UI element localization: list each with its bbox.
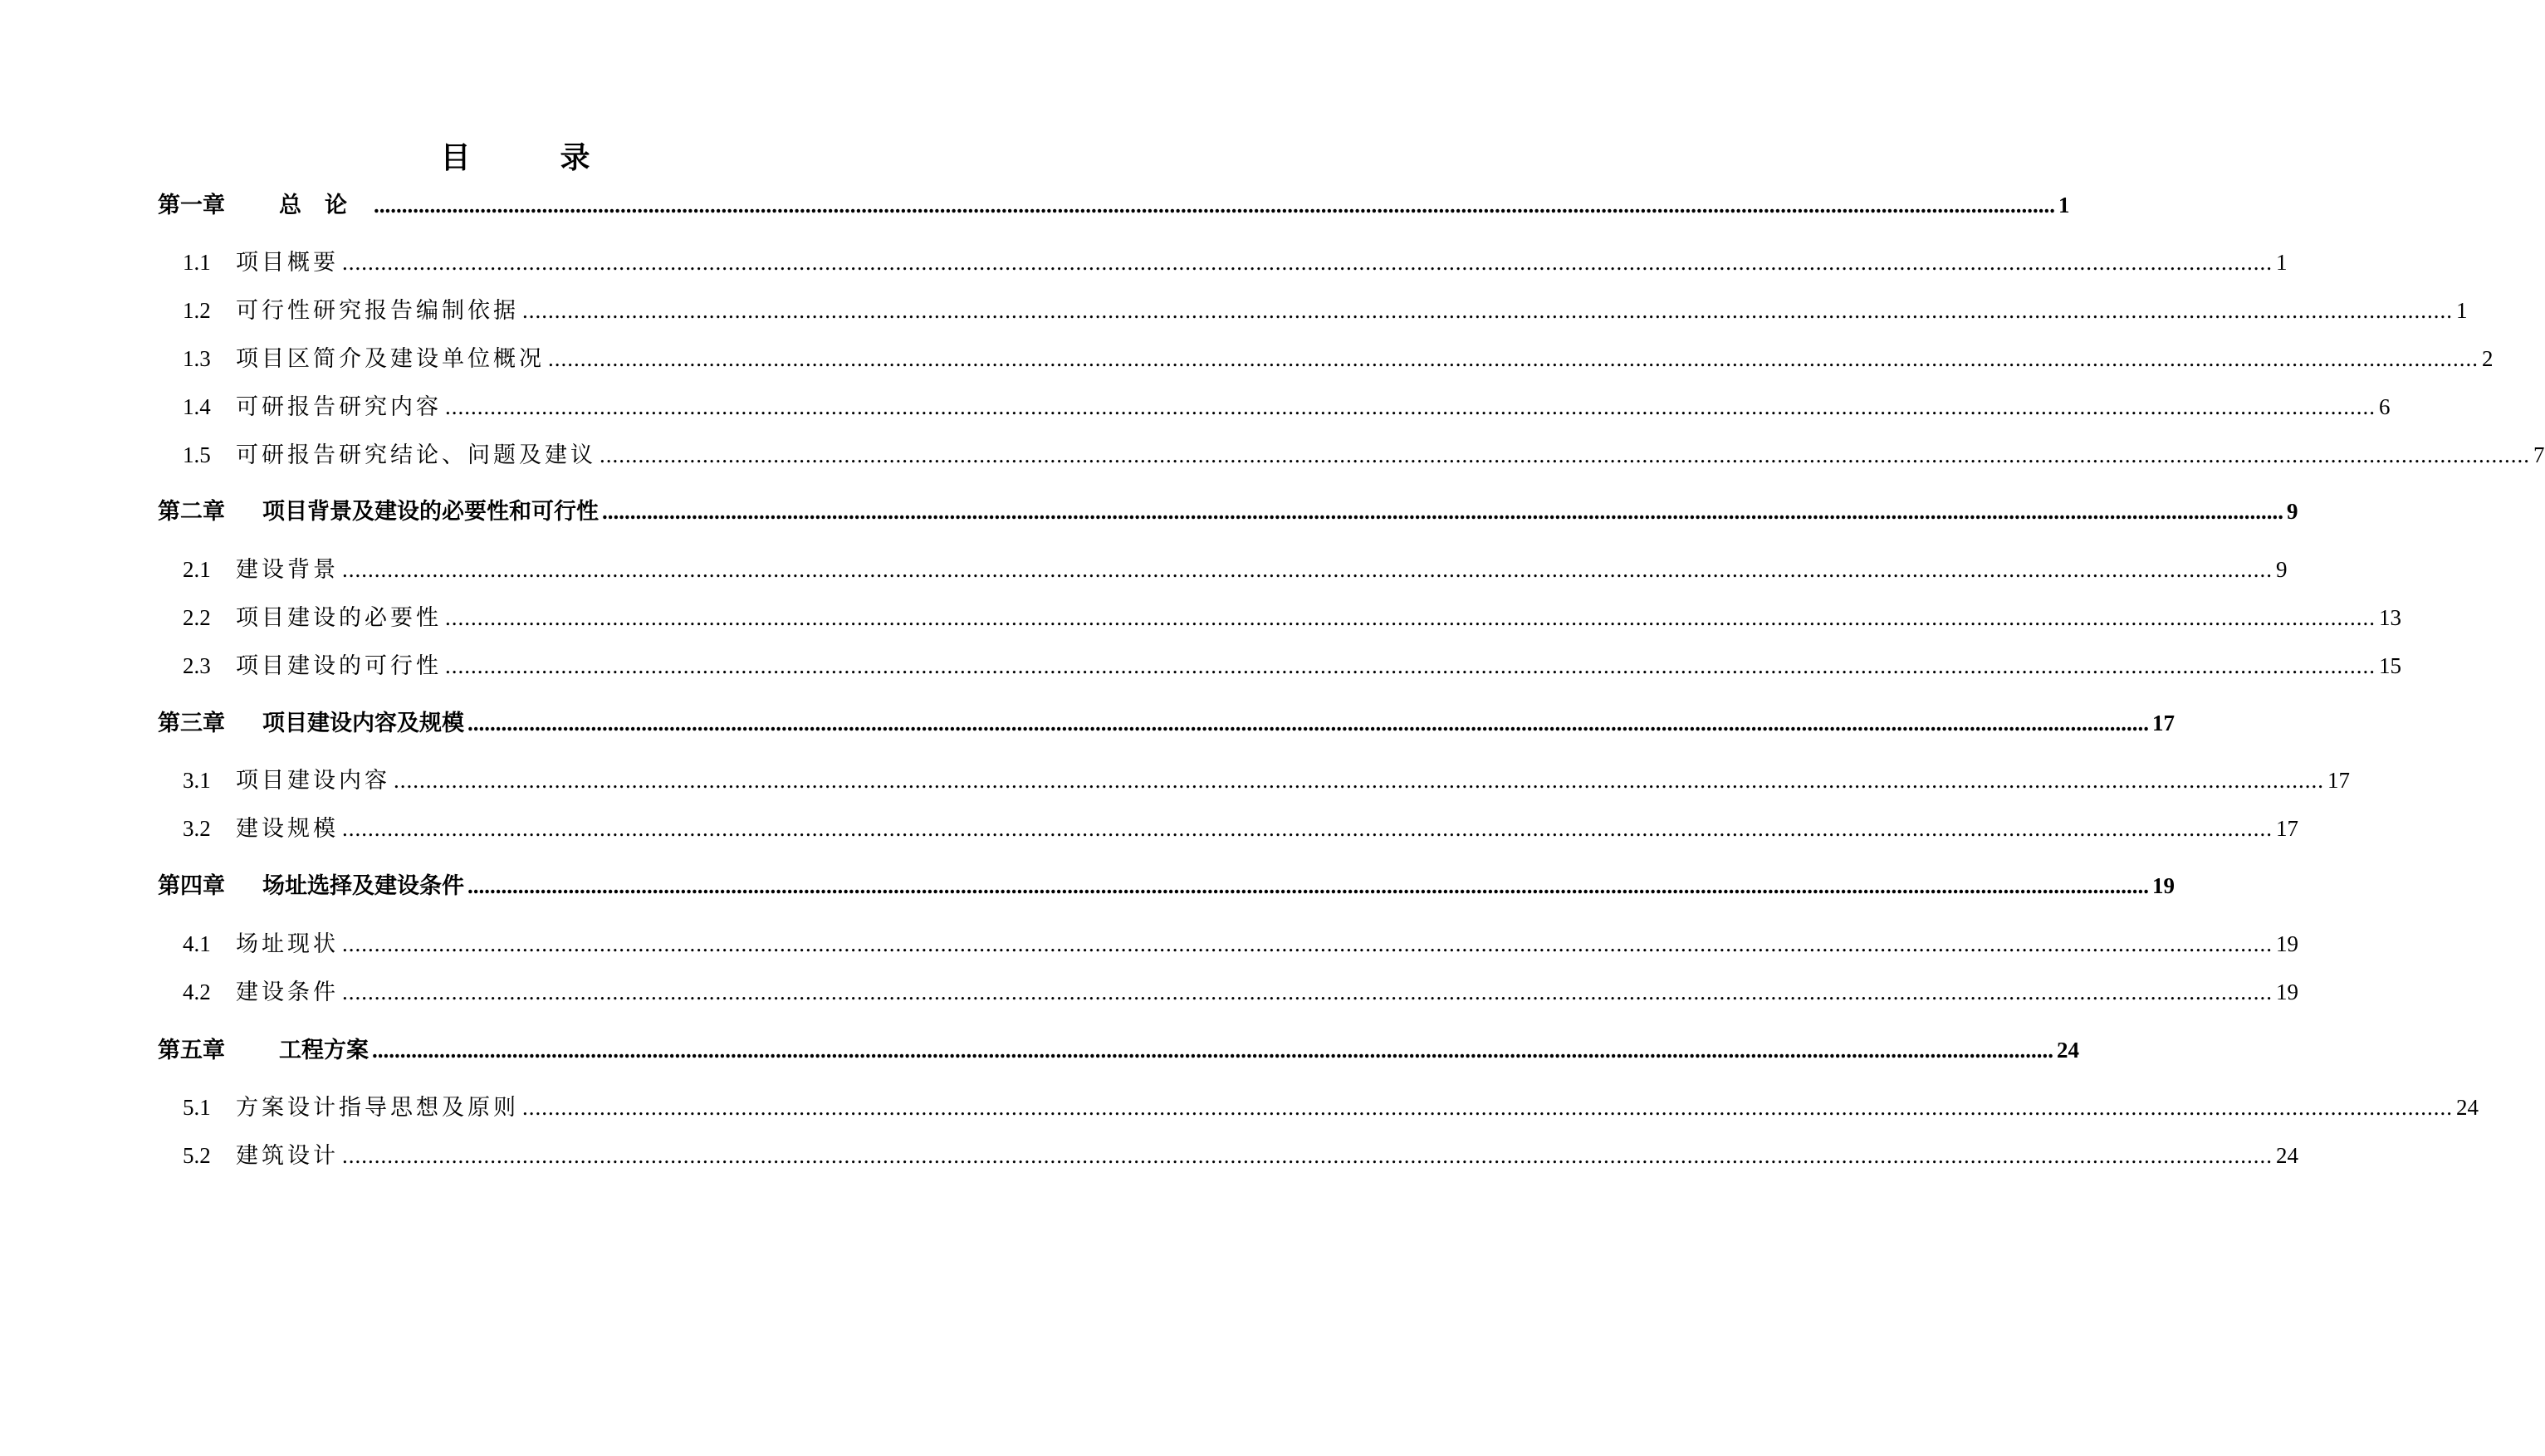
- toc-dot-leader: ............................................................................................................................................................................................................................................................................................................: [467, 711, 2149, 735]
- toc-page-number: 13: [2379, 605, 2401, 630]
- toc-entry-number: 1.2: [183, 298, 211, 323]
- toc-dot-leader: ............................................................................................................................................................................................................................................................................................................: [372, 1038, 2053, 1063]
- toc-section-entry[interactable]: [158, 975, 2298, 1009]
- toc-entry-label: 方案设计指导思想及原则: [236, 1095, 519, 1121]
- toc-page-number: 2: [2482, 346, 2494, 371]
- toc-entry-number: 第一章: [158, 193, 225, 217]
- toc-dot-leader: ............................................................................................................................................................................................................................................................................................................: [522, 1095, 2453, 1120]
- toc-entry-number: 4.1: [183, 931, 211, 956]
- toc-entry-label: 项目建设内容: [236, 768, 390, 794]
- toc-section-entry[interactable]: [158, 438, 2545, 471]
- toc-page-number: 19: [2152, 873, 2175, 898]
- toc-entry-number: 第五章: [158, 1038, 225, 1063]
- toc-dot-leader: ............................................................................................................................................................................................................................................................................................................: [522, 298, 2453, 323]
- toc-page-number: 17: [2327, 768, 2350, 793]
- toc-entry-label: 可研报告研究内容: [236, 394, 442, 420]
- toc-dot-leader: ............................................................................................................................................................................................................................................................................................................: [342, 931, 2273, 956]
- toc-page-number: 9: [2287, 499, 2298, 524]
- toc-chapter-entry[interactable]: [158, 188, 2070, 222]
- toc-entry-number: 3.1: [183, 768, 211, 793]
- toc-dot-leader: ............................................................................................................................................................................................................................................................................................................: [342, 1143, 2273, 1168]
- toc-dot-leader: ............................................................................................................................................................................................................................................................................................................: [445, 653, 2376, 678]
- toc-section-entry[interactable]: [158, 764, 2350, 797]
- toc-entry-label: 可行性研究报告编制依据: [236, 298, 519, 324]
- toc-entry-number: 1.1: [183, 250, 211, 275]
- toc-entry-number: 2.3: [183, 653, 211, 678]
- toc-page-number: 7: [2533, 442, 2545, 467]
- toc-entry-number: 4.2: [183, 980, 211, 1004]
- toc-title: 目 录: [440, 140, 620, 175]
- toc-page-number: 1: [2058, 193, 2070, 217]
- toc-entry-label: 项目区简介及建设单位概况: [236, 346, 545, 372]
- toc-entry-number: 1.4: [183, 394, 211, 419]
- toc-dot-leader: ............................................................................................................................................................................................................................................................................................................: [342, 557, 2273, 582]
- toc-section-entry[interactable]: [158, 1091, 2479, 1124]
- toc-entry-label: 建设规模: [236, 816, 339, 842]
- toc-entry-number: 5.2: [183, 1143, 211, 1168]
- toc-dot-leader: ............................................................................................................................................................................................................................................................................................................: [342, 250, 2273, 275]
- toc-dot-leader: ............................................................................................................................................................................................................................................................................................................: [342, 816, 2273, 841]
- toc-entry-label: 工程方案: [279, 1038, 369, 1063]
- toc-page-number: 24: [2057, 1038, 2079, 1063]
- toc-section-entry[interactable]: [158, 812, 2298, 845]
- toc-entry-label: 项目建设内容及规模: [262, 711, 464, 736]
- toc-section-entry[interactable]: [158, 1139, 2298, 1172]
- toc-section-entry[interactable]: [158, 649, 2401, 682]
- toc-entry-number: 1.3: [183, 346, 211, 371]
- toc-dot-leader: ............................................................................................................................................................................................................................................................................................................: [600, 442, 2530, 467]
- toc-dot-leader: ............................................................................................................................................................................................................................................................................................................: [342, 980, 2273, 1004]
- toc-entry-label: 项目概要: [236, 250, 339, 276]
- toc-chapter-entry[interactable]: [158, 706, 2175, 740]
- toc-dot-leader: ............................................................................................................................................................................................................................................................................................................: [374, 193, 2055, 217]
- toc-entry-number: 2.2: [183, 605, 211, 630]
- toc-dot-leader: ............................................................................................................................................................................................................................................................................................................: [467, 873, 2149, 898]
- toc-entry-number: 5.1: [183, 1095, 211, 1120]
- toc-page-number: 19: [2276, 931, 2298, 956]
- toc-page-number: 24: [2456, 1095, 2479, 1120]
- toc-entry-number: 1.5: [183, 442, 211, 467]
- toc-entry-number: 3.2: [183, 816, 211, 841]
- toc-entry-label: 建设背景: [236, 557, 339, 583]
- toc-entry-label: 场址现状: [236, 931, 339, 957]
- toc-dot-leader: ............................................................................................................................................................................................................................................................................................................: [394, 768, 2324, 793]
- toc-section-entry[interactable]: [158, 342, 2494, 375]
- toc-page-number: 24: [2276, 1143, 2298, 1168]
- toc-page-number: 1: [2276, 250, 2288, 275]
- toc-dot-leader: ............................................................................................................................................................................................................................................................................................................: [602, 499, 2283, 524]
- toc-entry-number: 第四章: [158, 873, 225, 898]
- toc-page-number: 15: [2379, 653, 2401, 678]
- toc-dot-leader: ............................................................................................................................................................................................................................................................................................................: [445, 605, 2376, 630]
- toc-section-entry[interactable]: [158, 390, 2391, 423]
- toc-page-number: 6: [2379, 394, 2391, 419]
- toc-entry-label: 总论: [279, 193, 370, 218]
- toc-chapter-entry[interactable]: [158, 869, 2175, 902]
- toc-section-entry[interactable]: [158, 246, 2288, 279]
- toc-section-entry[interactable]: [158, 294, 2468, 327]
- toc-chapter-entry[interactable]: [158, 1033, 2079, 1067]
- toc-section-entry[interactable]: [158, 927, 2298, 960]
- toc-entry-label: 项目建设的必要性: [236, 605, 442, 631]
- toc-entry-label: 建筑设计: [236, 1143, 339, 1169]
- toc-entry-number: 第三章: [158, 711, 225, 735]
- toc-entry-number: 第二章: [158, 499, 225, 524]
- toc-page-number: 9: [2276, 557, 2288, 582]
- toc-section-entry[interactable]: [158, 601, 2401, 634]
- toc-entry-label: 项目建设的可行性: [236, 653, 442, 679]
- toc-page-number: 17: [2276, 816, 2298, 841]
- toc-entry-label: 建设条件: [236, 980, 339, 1005]
- toc-dot-leader: ............................................................................................................................................................................................................................................................................................................: [548, 346, 2479, 371]
- toc-entry-label: 可研报告研究结论、问题及建议: [236, 442, 596, 468]
- toc-section-entry[interactable]: [158, 553, 2288, 586]
- toc-page-number: 17: [2152, 711, 2175, 735]
- toc-chapter-entry[interactable]: [158, 495, 2298, 528]
- toc-page-number: 19: [2276, 980, 2298, 1004]
- toc-entry-number: 2.1: [183, 557, 211, 582]
- toc-page-number: 1: [2456, 298, 2468, 323]
- toc-entry-label: 场址选择及建设条件: [262, 873, 464, 899]
- toc-entry-label: 项目背景及建设的必要性和可行性: [262, 499, 599, 525]
- toc-dot-leader: ............................................................................................................................................................................................................................................................................................................: [445, 394, 2376, 419]
